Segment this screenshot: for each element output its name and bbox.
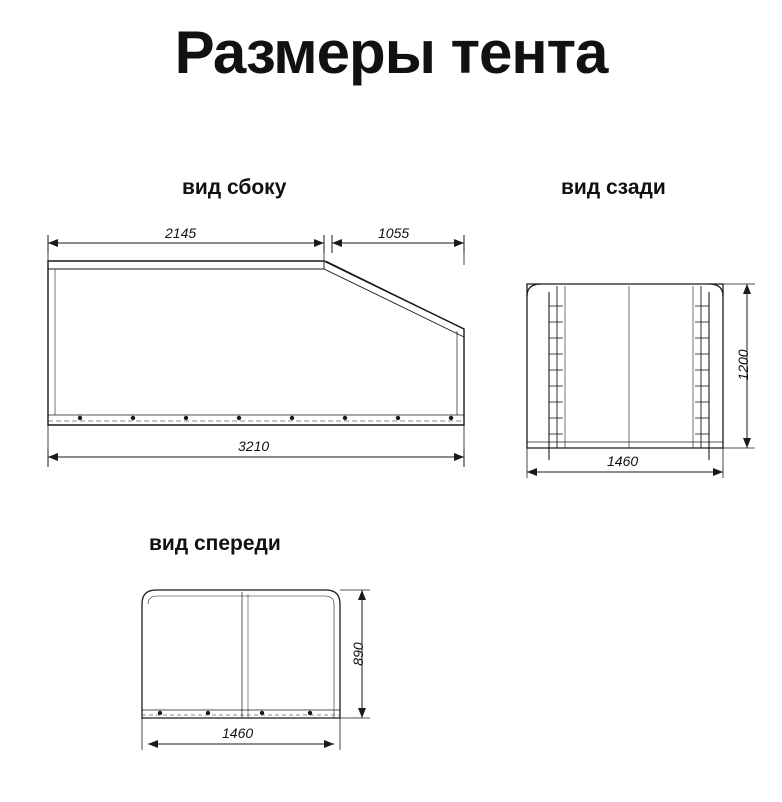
dim-rear-width: 1460 (607, 453, 639, 469)
view-label-rear: вид сзади (561, 176, 666, 199)
dim-side-top-left: 2145 (165, 225, 197, 241)
view-label-side: вид сбоку (182, 176, 287, 199)
dim-side-bottom: 3210 (238, 438, 270, 454)
drawing-rear-view (515, 262, 765, 492)
rear-view-svg (515, 262, 765, 492)
dim-front-width: 1460 (222, 725, 254, 741)
view-label-front: вид спереди (149, 532, 281, 555)
drawing-side-view (40, 225, 480, 480)
front-view-svg (130, 578, 380, 763)
dim-rear-height: 1200 (735, 349, 751, 381)
drawing-front-view (130, 578, 380, 763)
dim-side-top-right: 1055 (378, 225, 410, 241)
dim-front-height: 890 (350, 642, 366, 666)
page-title: Размеры тента (174, 19, 608, 86)
